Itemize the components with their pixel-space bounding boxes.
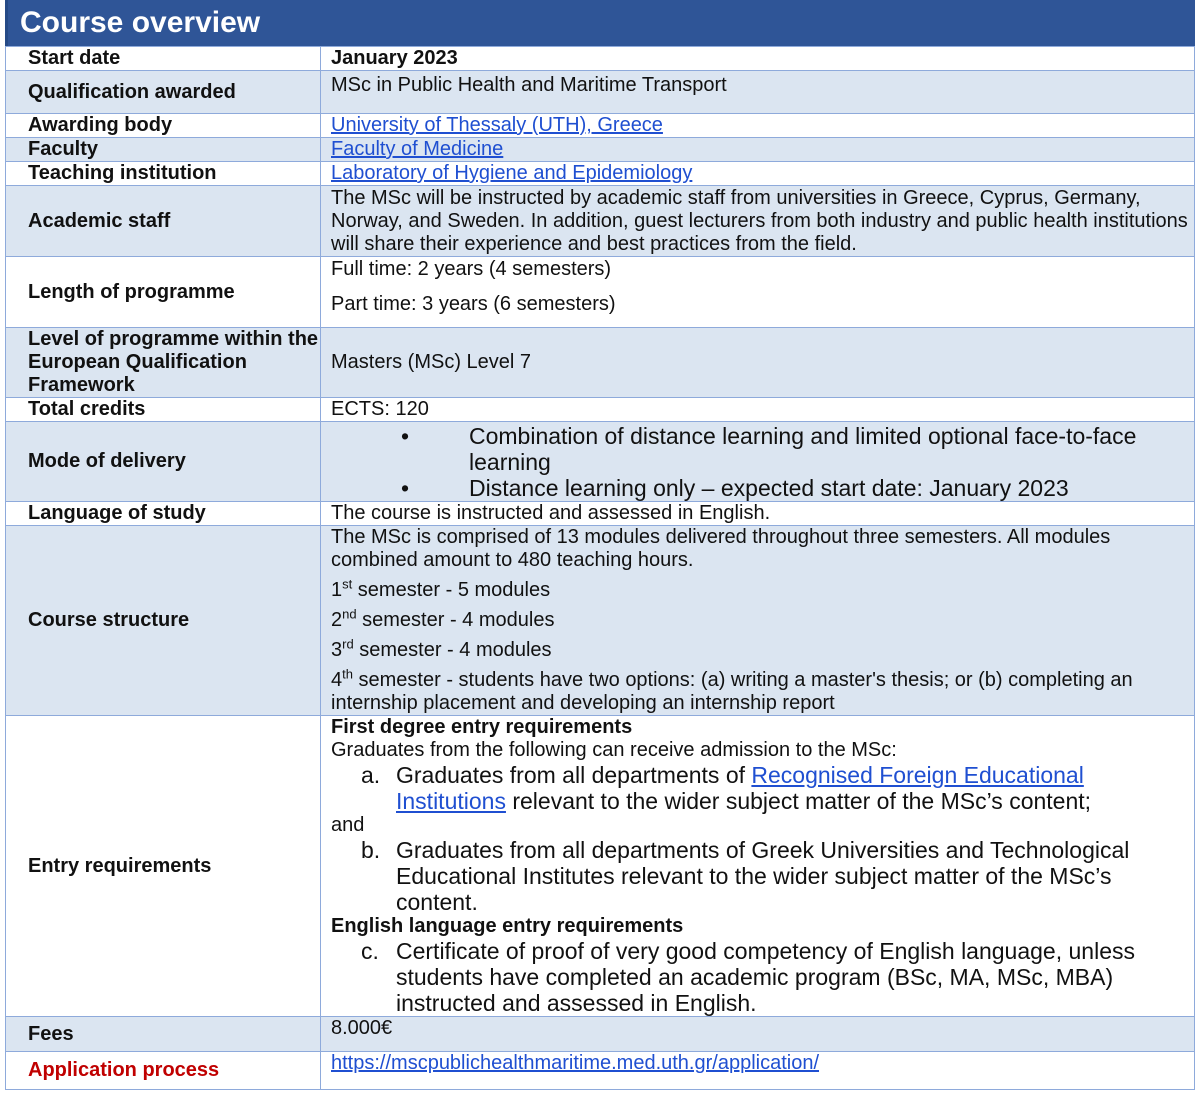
- structure-label: Course structure: [6, 526, 321, 716]
- semester-2-sup: nd: [342, 606, 357, 622]
- mode-item-2: [321, 475, 1194, 501]
- entry-label: Entry requirements: [6, 716, 321, 1017]
- semester-4: [331, 666, 1194, 715]
- academic-staff-label: Academic staff: [6, 186, 321, 257]
- fees-value: 8.000€: [321, 1017, 1195, 1052]
- semester-1-text: semester - 5 modules: [352, 579, 551, 601]
- structure-intro: The MSc is comprised of 13 modules delivered throughout three semesters. All modules combined amount to 480 teaching hours.: [331, 526, 1111, 571]
- academic-staff-value: The MSc will be instructed by academic staff from universities in Greece, Cyprus, Germany, Norway, and Sweden. In addition, guest lecturers from both industry and public health institutions will share their experience and best practices from the field.: [321, 186, 1195, 257]
- teaching-institution-label: Teaching institution: [6, 162, 321, 186]
- row-faculty: [6, 138, 1195, 162]
- row-level: [6, 328, 1195, 398]
- bullet-icon: •: [401, 474, 410, 501]
- fees-label: Fees: [6, 1017, 321, 1052]
- entry-item-a: [331, 762, 1194, 814]
- row-awarding-body: [6, 114, 1195, 138]
- entry-and: and: [331, 814, 365, 836]
- english-heading: English language entry requirements: [331, 915, 684, 937]
- semester-1-num: 1: [331, 579, 343, 601]
- entry-item-b: [331, 837, 1194, 915]
- semester-3: [331, 636, 1194, 662]
- semester-2: [331, 606, 1194, 632]
- level-label: Level of programme within the European Qualification Framework: [6, 328, 321, 398]
- entry-item-c-text: Certificate of proof of very good competency of English language, unless students have completed an academic program (BSc, MA, MSc, MBA) instructed and assessed in English.: [396, 938, 1135, 1016]
- semester-4-num: 4: [331, 669, 343, 691]
- length-cell: [321, 257, 1195, 328]
- application-label: Application process: [6, 1052, 321, 1090]
- first-degree-intro: Graduates from the following can receive admission to the MSc:: [331, 739, 897, 761]
- awarding-body-cell: [321, 114, 1195, 138]
- awarding-body-label: Awarding body: [6, 114, 321, 138]
- level-value: Masters (MSc) Level 7: [321, 328, 1195, 398]
- course-overview-table: [5, 46, 1195, 1090]
- mode-cell: [321, 422, 1195, 502]
- row-application: [6, 1052, 1195, 1090]
- entry-item-b-text: Graduates from all departments of Greek Universities and Technological Educational Institutes relevant to the wider subject matter of the MSc’s content.: [396, 837, 1130, 915]
- faculty-cell: [321, 138, 1195, 162]
- recognised-institutions-link[interactable]: Recognised Foreign Educational Institutions: [396, 762, 1084, 814]
- entry-item-c-marker: c.: [361, 938, 379, 964]
- row-credits: [6, 398, 1195, 422]
- first-degree-heading: First degree entry requirements: [331, 716, 633, 738]
- length-part-time: Part time: 3 years (6 semesters): [331, 293, 616, 315]
- length-full-time: Full time: 2 years (4 semesters): [331, 258, 612, 280]
- entry-item-b-marker: b.: [361, 837, 381, 863]
- language-label: Language of study: [6, 502, 321, 526]
- row-mode-of-delivery: [6, 422, 1195, 502]
- mode-label: Mode of delivery: [6, 422, 321, 502]
- mode-item-1-text: Combination of distance learning and limited optional face-to-face learning: [469, 422, 1137, 475]
- semester-2-num: 2: [331, 609, 343, 631]
- length-label: Length of programme: [6, 257, 321, 328]
- row-length: [6, 257, 1195, 328]
- page-title: Course overview: [5, 0, 1195, 46]
- row-language: [6, 502, 1195, 526]
- row-course-structure: [6, 526, 1195, 716]
- awarding-body-link[interactable]: University of Thessaly (UTH), Greece: [331, 114, 663, 136]
- entry-item-a-prefix: Graduates from all departments of: [396, 762, 752, 788]
- credits-label: Total credits: [6, 398, 321, 422]
- semester-1: [331, 576, 1194, 602]
- start-date-label: Start date: [6, 47, 321, 71]
- application-link[interactable]: https://mscpublichealthmaritime.med.uth.gr/application/: [331, 1052, 820, 1074]
- semester-3-text: semester - 4 modules: [353, 639, 552, 661]
- mode-item-1: [321, 423, 1194, 475]
- language-value: The course is instructed and assessed in English.: [321, 502, 1195, 526]
- bullet-icon: •: [401, 422, 410, 449]
- semester-3-sup: rd: [342, 636, 354, 652]
- structure-cell: [321, 526, 1195, 716]
- semester-2-text: semester - 4 modules: [356, 609, 555, 631]
- faculty-label: Faculty: [6, 138, 321, 162]
- row-academic-staff: [6, 186, 1195, 257]
- qualification-label: Qualification awarded: [6, 71, 321, 114]
- credits-value: ECTS: 120: [321, 398, 1195, 422]
- qualification-value: MSc in Public Health and Maritime Transport: [321, 71, 1195, 114]
- faculty-link[interactable]: Faculty of Medicine: [331, 138, 504, 160]
- course-overview: [5, 0, 1195, 1090]
- row-start-date: [6, 47, 1195, 71]
- row-fees: [6, 1017, 1195, 1052]
- semester-4-sup: th: [342, 666, 353, 682]
- semester-3-num: 3: [331, 639, 343, 661]
- row-qualification: [6, 71, 1195, 114]
- mode-item-2-text: Distance learning only – expected start date: January 2023: [469, 474, 1069, 501]
- entry-item-a-suffix: relevant to the wider subject matter of the MSc’s content;: [505, 788, 1092, 814]
- entry-cell: [321, 716, 1195, 1017]
- teaching-institution-link[interactable]: Laboratory of Hygiene and Epidemiology: [331, 162, 693, 184]
- application-cell: [321, 1052, 1195, 1090]
- row-teaching-institution: [6, 162, 1195, 186]
- teaching-institution-cell: [321, 162, 1195, 186]
- entry-item-a-marker: a.: [361, 762, 381, 788]
- semester-4-text: semester - students have two options: (a) writing a master's thesis; or (b) completing an internship placement and developing an internship report: [331, 669, 1133, 714]
- row-entry-requirements: [6, 716, 1195, 1017]
- start-date-value: January 2023: [321, 47, 1195, 71]
- entry-item-c: [331, 938, 1194, 1016]
- semester-1-sup: st: [342, 576, 353, 592]
